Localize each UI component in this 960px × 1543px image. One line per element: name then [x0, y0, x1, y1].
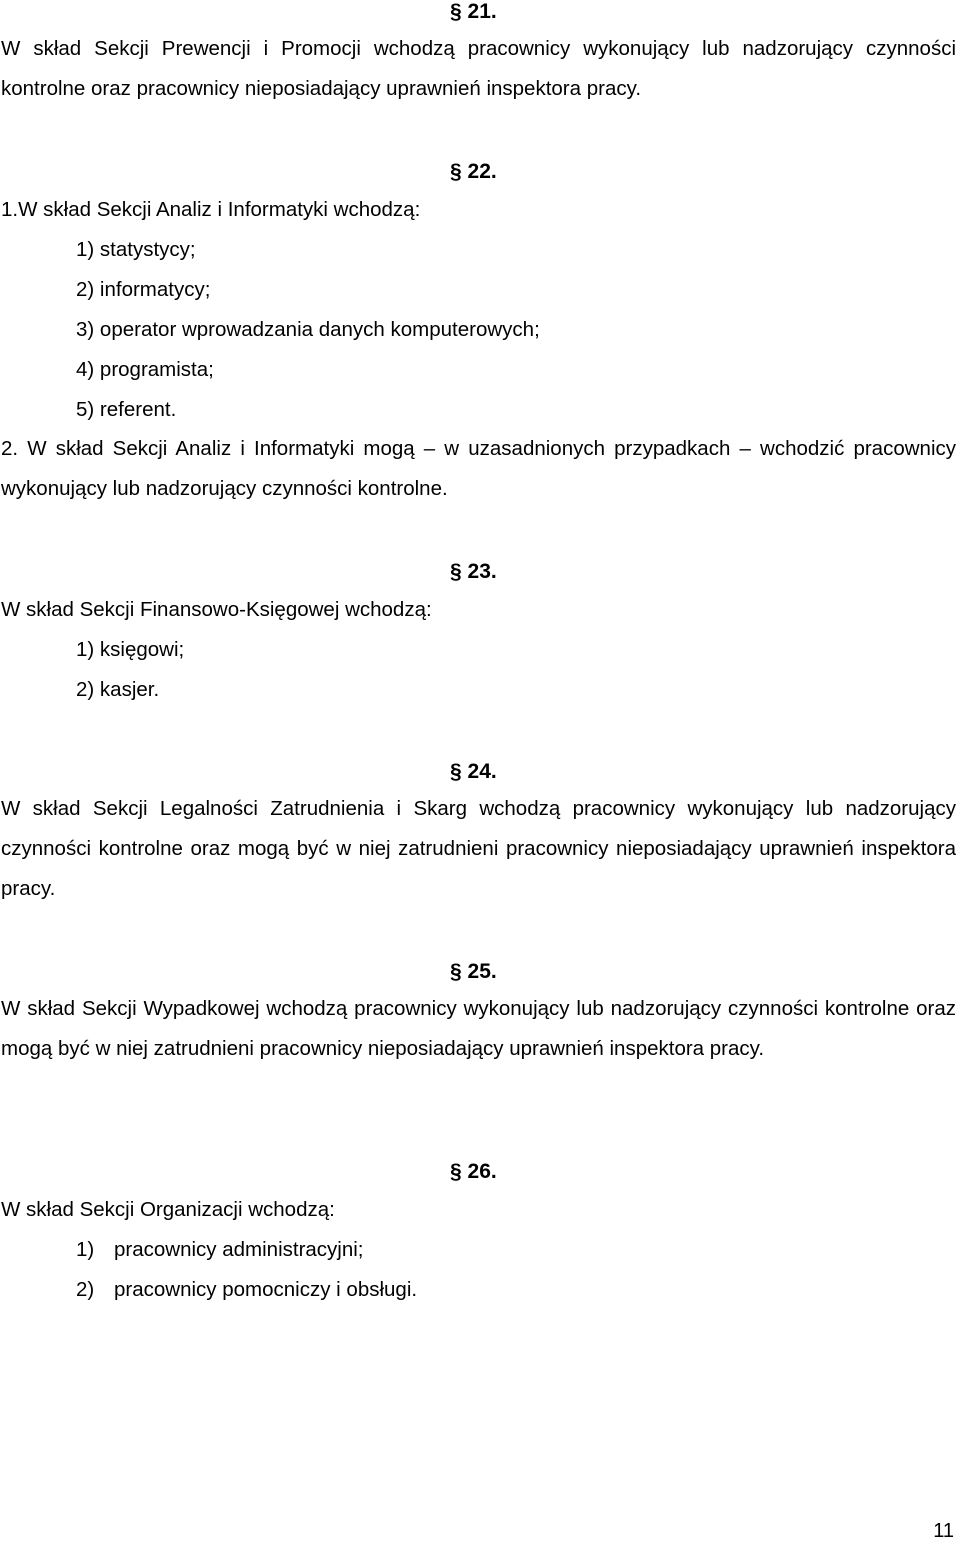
section-22-item-3: 3) operator wprowadzania danych komputerowych; [76, 318, 540, 341]
section-24-heading: § 24. [450, 760, 497, 783]
section-26-item-1-text: pracownicy administracyjni; [114, 1238, 364, 1261]
section-26-item-1-number: 1) [76, 1238, 95, 1261]
page-number: 11 [933, 1520, 954, 1542]
section-26-item-2-number: 2) [76, 1278, 95, 1301]
section-26-item-1 [76, 1238, 364, 1262]
section-26-heading: § 26. [450, 1160, 497, 1183]
section-21-paragraph: W skład Sekcji Prewencji i Promocji wchodzą pracownicy wykonujący lub nadzorujący czynności kontrolne oraz pracownicy nieposiadający uprawnień inspektora pracy. [1, 37, 956, 100]
section-21-heading: § 21. [450, 0, 497, 23]
section-23-intro: W skład Sekcji Finansowo-Księgowej wchodzą: [1, 598, 432, 621]
section-22-intro: 1.W skład Sekcji Analiz i Informatyki wchodzą: [1, 198, 421, 221]
section-22-item-5: 5) referent. [76, 398, 177, 421]
section-23-item-1: 1) księgowi; [76, 638, 185, 661]
section-22-item-2: 2) informatycy; [76, 278, 211, 301]
section-24-paragraph: W skład Sekcji Legalności Zatrudnienia i Skarg wchodzą pracownicy wykonujący lub nadzorujący czynności kontrolne oraz mogą być w niej zatrudnieni pracownicy nieposiadający uprawnień inspektora pracy. [1, 797, 956, 900]
section-26-intro: W skład Sekcji Organizacji wchodzą: [1, 1198, 335, 1221]
section-22-heading: § 22. [450, 160, 497, 183]
section-22-paragraph-2: 2. W skład Sekcji Analiz i Informatyki mogą – w uzasadnionych przypadkach – wchodzić pracownicy wykonujący lub nadzorujący czynności kontrolne. [1, 437, 956, 500]
section-25-paragraph: W skład Sekcji Wypadkowej wchodzą pracownicy wykonujący lub nadzorujący czynności kontrolne oraz mogą być w niej zatrudnieni pracownicy nieposiadający uprawnień inspektora pracy. [1, 997, 956, 1060]
section-26-item-2 [76, 1278, 417, 1302]
section-23-heading: § 23. [450, 560, 497, 583]
section-23-item-2: 2) kasjer. [76, 678, 160, 701]
section-25-heading: § 25. [450, 960, 497, 983]
section-22-item-4: 4) programista; [76, 358, 214, 381]
section-22-item-1: 1) statystycy; [76, 238, 196, 261]
section-26-item-2-text: pracownicy pomocniczy i obsługi. [114, 1278, 418, 1301]
